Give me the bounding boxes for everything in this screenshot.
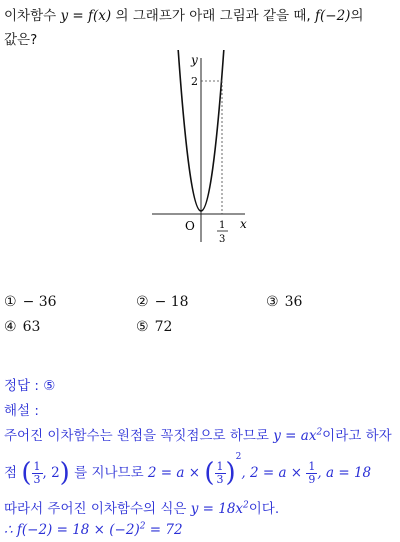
solution-text-tail: 이다. <box>248 501 280 517</box>
choice-number: ④ <box>4 319 17 335</box>
choice-1[interactable] <box>4 294 57 310</box>
question-line-1 <box>4 4 364 24</box>
y-axis-label: y <box>191 53 198 67</box>
question-function: y = f(x) <box>60 8 112 24</box>
question-line-2 <box>4 28 37 48</box>
equation-1: 2 = a × <box>147 465 201 481</box>
x-tick-numerator: 1 <box>219 220 226 231</box>
choice-value: 72 <box>154 319 173 335</box>
fraction-one-third: $\frac{1}{3}$ <box>216 459 224 486</box>
x-tick-denominator: 3 <box>219 234 226 245</box>
solution-line-3 <box>4 497 279 517</box>
exponent: 2 <box>235 452 242 462</box>
solution-text: 주어진 이차함수는 원점을 꼭짓점으로 하므로 <box>4 428 269 444</box>
solution-equation: $y = 18x^2$ <box>190 500 249 517</box>
point-x-fraction: $\frac{1}{3}$ <box>33 459 41 486</box>
equation-3: , a = 18 <box>317 465 372 481</box>
solution-text-tail: 이라고 하자 <box>322 428 392 444</box>
solution-text: 따라서 주어진 이차함수의 식은 <box>4 501 187 517</box>
choice-value: − 36 <box>22 294 57 310</box>
answer-line <box>4 374 55 394</box>
choice-number: ③ <box>266 294 279 310</box>
choice-number: ① <box>4 294 17 310</box>
solution-equation: $y = ax^2$ <box>273 427 323 444</box>
question-text-2: 값은? <box>4 32 38 48</box>
choice-number: ⑤ <box>136 319 149 335</box>
choice-5[interactable] <box>136 319 172 335</box>
parabola-graph <box>140 50 260 250</box>
choice-3[interactable] <box>266 294 302 310</box>
point-y: , 2 <box>42 465 60 481</box>
solution-text: 점 <box>4 465 18 481</box>
x-axis-label: x <box>240 217 247 231</box>
answer-label: 정답 : <box>4 378 39 394</box>
question-target: f(−2) <box>315 8 351 24</box>
equation-2: , 2 = a × <box>241 465 303 481</box>
solution-line-1 <box>4 424 392 444</box>
question-text-post: 의 <box>350 8 364 24</box>
solution-line-2: 점 ( $\frac{1}{3}$ , 2) 를 지나므로 2 = a × ( $\frac{1}{3}$ )$^2$, 2 = a × $\frac{1}{9}$ , a = 18 <box>4 452 372 488</box>
choice-4[interactable] <box>4 319 40 335</box>
solution-title: 해설 : <box>4 403 39 419</box>
choice-value: − 18 <box>154 294 189 310</box>
y-tick-label: 2 <box>191 75 198 88</box>
choice-2[interactable] <box>136 294 189 310</box>
choice-value: 63 <box>22 319 41 335</box>
choice-value: 36 <box>284 294 303 310</box>
fraction-one-ninth: $\frac{1}{9}$ <box>308 459 316 486</box>
solution-text-mid: 를 지나므로 <box>74 465 144 481</box>
question-text: 이차함수 <box>4 8 57 24</box>
choice-number: ② <box>136 294 149 310</box>
origin-label: O <box>185 219 195 233</box>
final-equation: ∴ $f(-2) = 18 \times (-2)^2 = 72$ <box>4 521 183 538</box>
question-text-mid: 의 그래프가 아래 그림과 같을 때, <box>115 8 311 24</box>
answer-value: ⑤ <box>43 378 56 394</box>
solution-line-4 <box>4 521 183 538</box>
